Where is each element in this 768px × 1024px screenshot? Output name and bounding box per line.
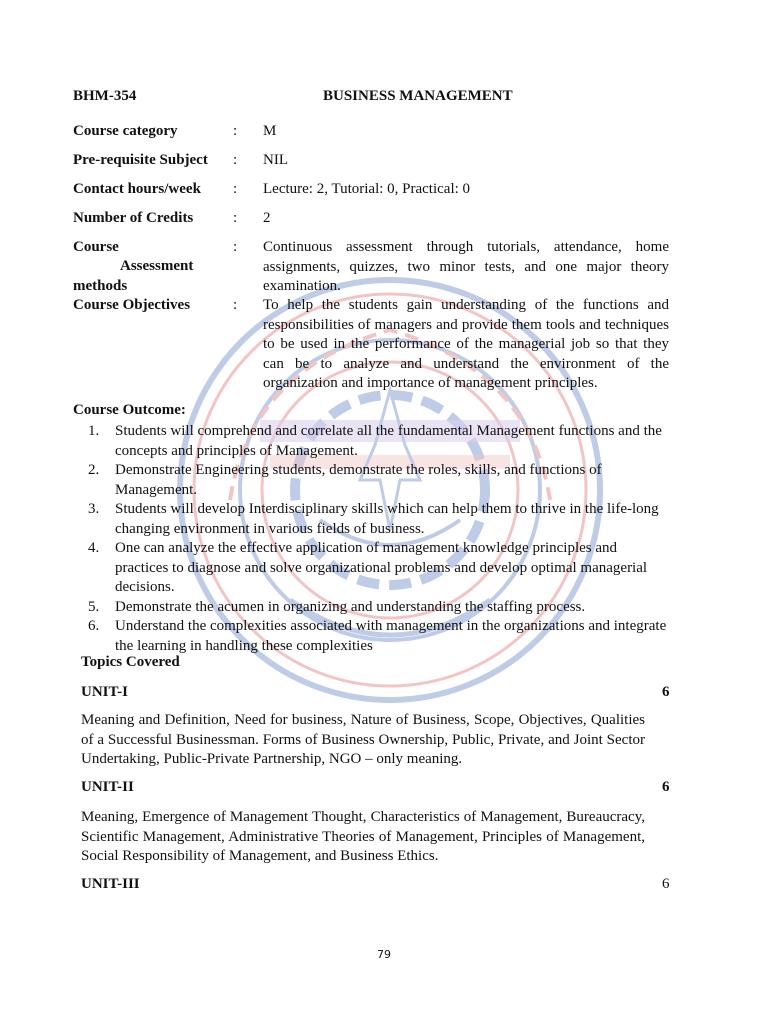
outcome-number: 2. xyxy=(88,462,100,478)
credits-value: 2 xyxy=(263,210,271,226)
outcome-text: One can analyze the effective application of management knowledge principles and practices to diagnose and solve organizational problems and develop optimal managerial decisions. xyxy=(115,540,648,595)
contact-hours-colon: : xyxy=(233,181,238,197)
outcome-text: Students will comprehend and correlate all the fundamental Management functions and the concepts and principles of Management. xyxy=(115,423,662,459)
credits-colon: : xyxy=(233,210,238,226)
prerequisite-label: Pre-requisite Subject xyxy=(73,152,208,168)
outcome-item xyxy=(78,598,668,618)
outcome-item xyxy=(78,461,668,500)
assessment-value: Continuous assessment through tutorials, attendance, home assignments, quizzes, two minor tests, and one major theory examination. xyxy=(263,239,669,294)
assessment-label-line1: Course xyxy=(73,239,119,255)
unit-1-hours: 6 xyxy=(662,684,670,700)
credits-label: Number of Credits xyxy=(73,210,194,226)
course-category-label: Course category xyxy=(73,123,178,139)
unit-2-body: Meaning, Emergence of Management Thought, Characteristics of Management, Bureaucracy, Scientific Management, Administrative Theories of Management, Principles of Management, Social Responsibility of Management, and Business Ethics. xyxy=(81,809,645,865)
unit-3-hours: 6 xyxy=(662,876,670,892)
course-outcome-list xyxy=(78,422,668,656)
outcome-number: 1. xyxy=(88,423,100,439)
outcome-item xyxy=(78,500,668,539)
course-category-colon: : xyxy=(233,123,238,139)
outcome-item xyxy=(78,617,668,656)
objectives-colon: : xyxy=(233,297,238,313)
course-outcome-title: Course Outcome: xyxy=(73,402,186,418)
topics-covered-title: Topics Covered xyxy=(81,654,180,670)
prerequisite-value: NIL xyxy=(263,152,288,168)
outcome-text: Demonstrate Engineering students, demonstrate the roles, skills, and functions of Management. xyxy=(115,462,602,498)
outcome-text: Understand the complexities associated with management in the organizations and integrate the learning in handling these complexities xyxy=(115,618,667,654)
prerequisite-colon: : xyxy=(233,152,238,168)
assessment-colon: : xyxy=(233,239,238,255)
course-category-value: M xyxy=(263,123,277,139)
assessment-label-line2: Assessment xyxy=(120,258,194,274)
unit-2-hours: 6 xyxy=(662,779,670,795)
contact-hours-value: Lecture: 2, Tutorial: 0, Practical: 0 xyxy=(263,181,471,197)
unit-1-body: Meaning and Definition, Need for business, Nature of Business, Scope, Objectives, Qualities of a Successful Businessman. Forms of Business Ownership, Public, Private, and Joint Sector Undertaking, Public-Private Partnership, NGO – only meaning. xyxy=(81,712,645,768)
contact-hours-label: Contact hours/week xyxy=(73,181,201,197)
outcome-text: Demonstrate the acumen in organizing and understanding the staffing process. xyxy=(115,598,586,615)
outcome-item xyxy=(78,539,668,598)
unit-2-title: UNIT-II xyxy=(81,779,134,795)
outcome-number: 4. xyxy=(88,540,100,556)
page-number: 79 xyxy=(377,948,391,961)
course-title: BUSINESS MANAGEMENT xyxy=(323,88,513,104)
outcome-text: Students will develop Interdisciplinary skills which can help them to thrive in the life-long changing environment in various fields of business. xyxy=(115,501,659,537)
assessment-label-line3: methods xyxy=(73,278,128,294)
unit-1-title: UNIT-I xyxy=(81,684,128,700)
outcome-number: 6. xyxy=(88,618,100,634)
outcome-number: 3. xyxy=(88,501,100,517)
objectives-value: To help the students gain understanding of the functions and responsibilities of managers and provide them tools and techniques to be used in the performance of the managerial job so that they can be to analyze and understand the environment of the organization and importance of management principles. xyxy=(263,297,669,391)
outcome-number: 5. xyxy=(88,598,100,615)
objectives-label: Course Objectives xyxy=(73,297,191,313)
unit-3-title: UNIT-III xyxy=(81,876,140,892)
outcome-item xyxy=(78,422,668,461)
course-code: BHM-354 xyxy=(73,88,137,104)
